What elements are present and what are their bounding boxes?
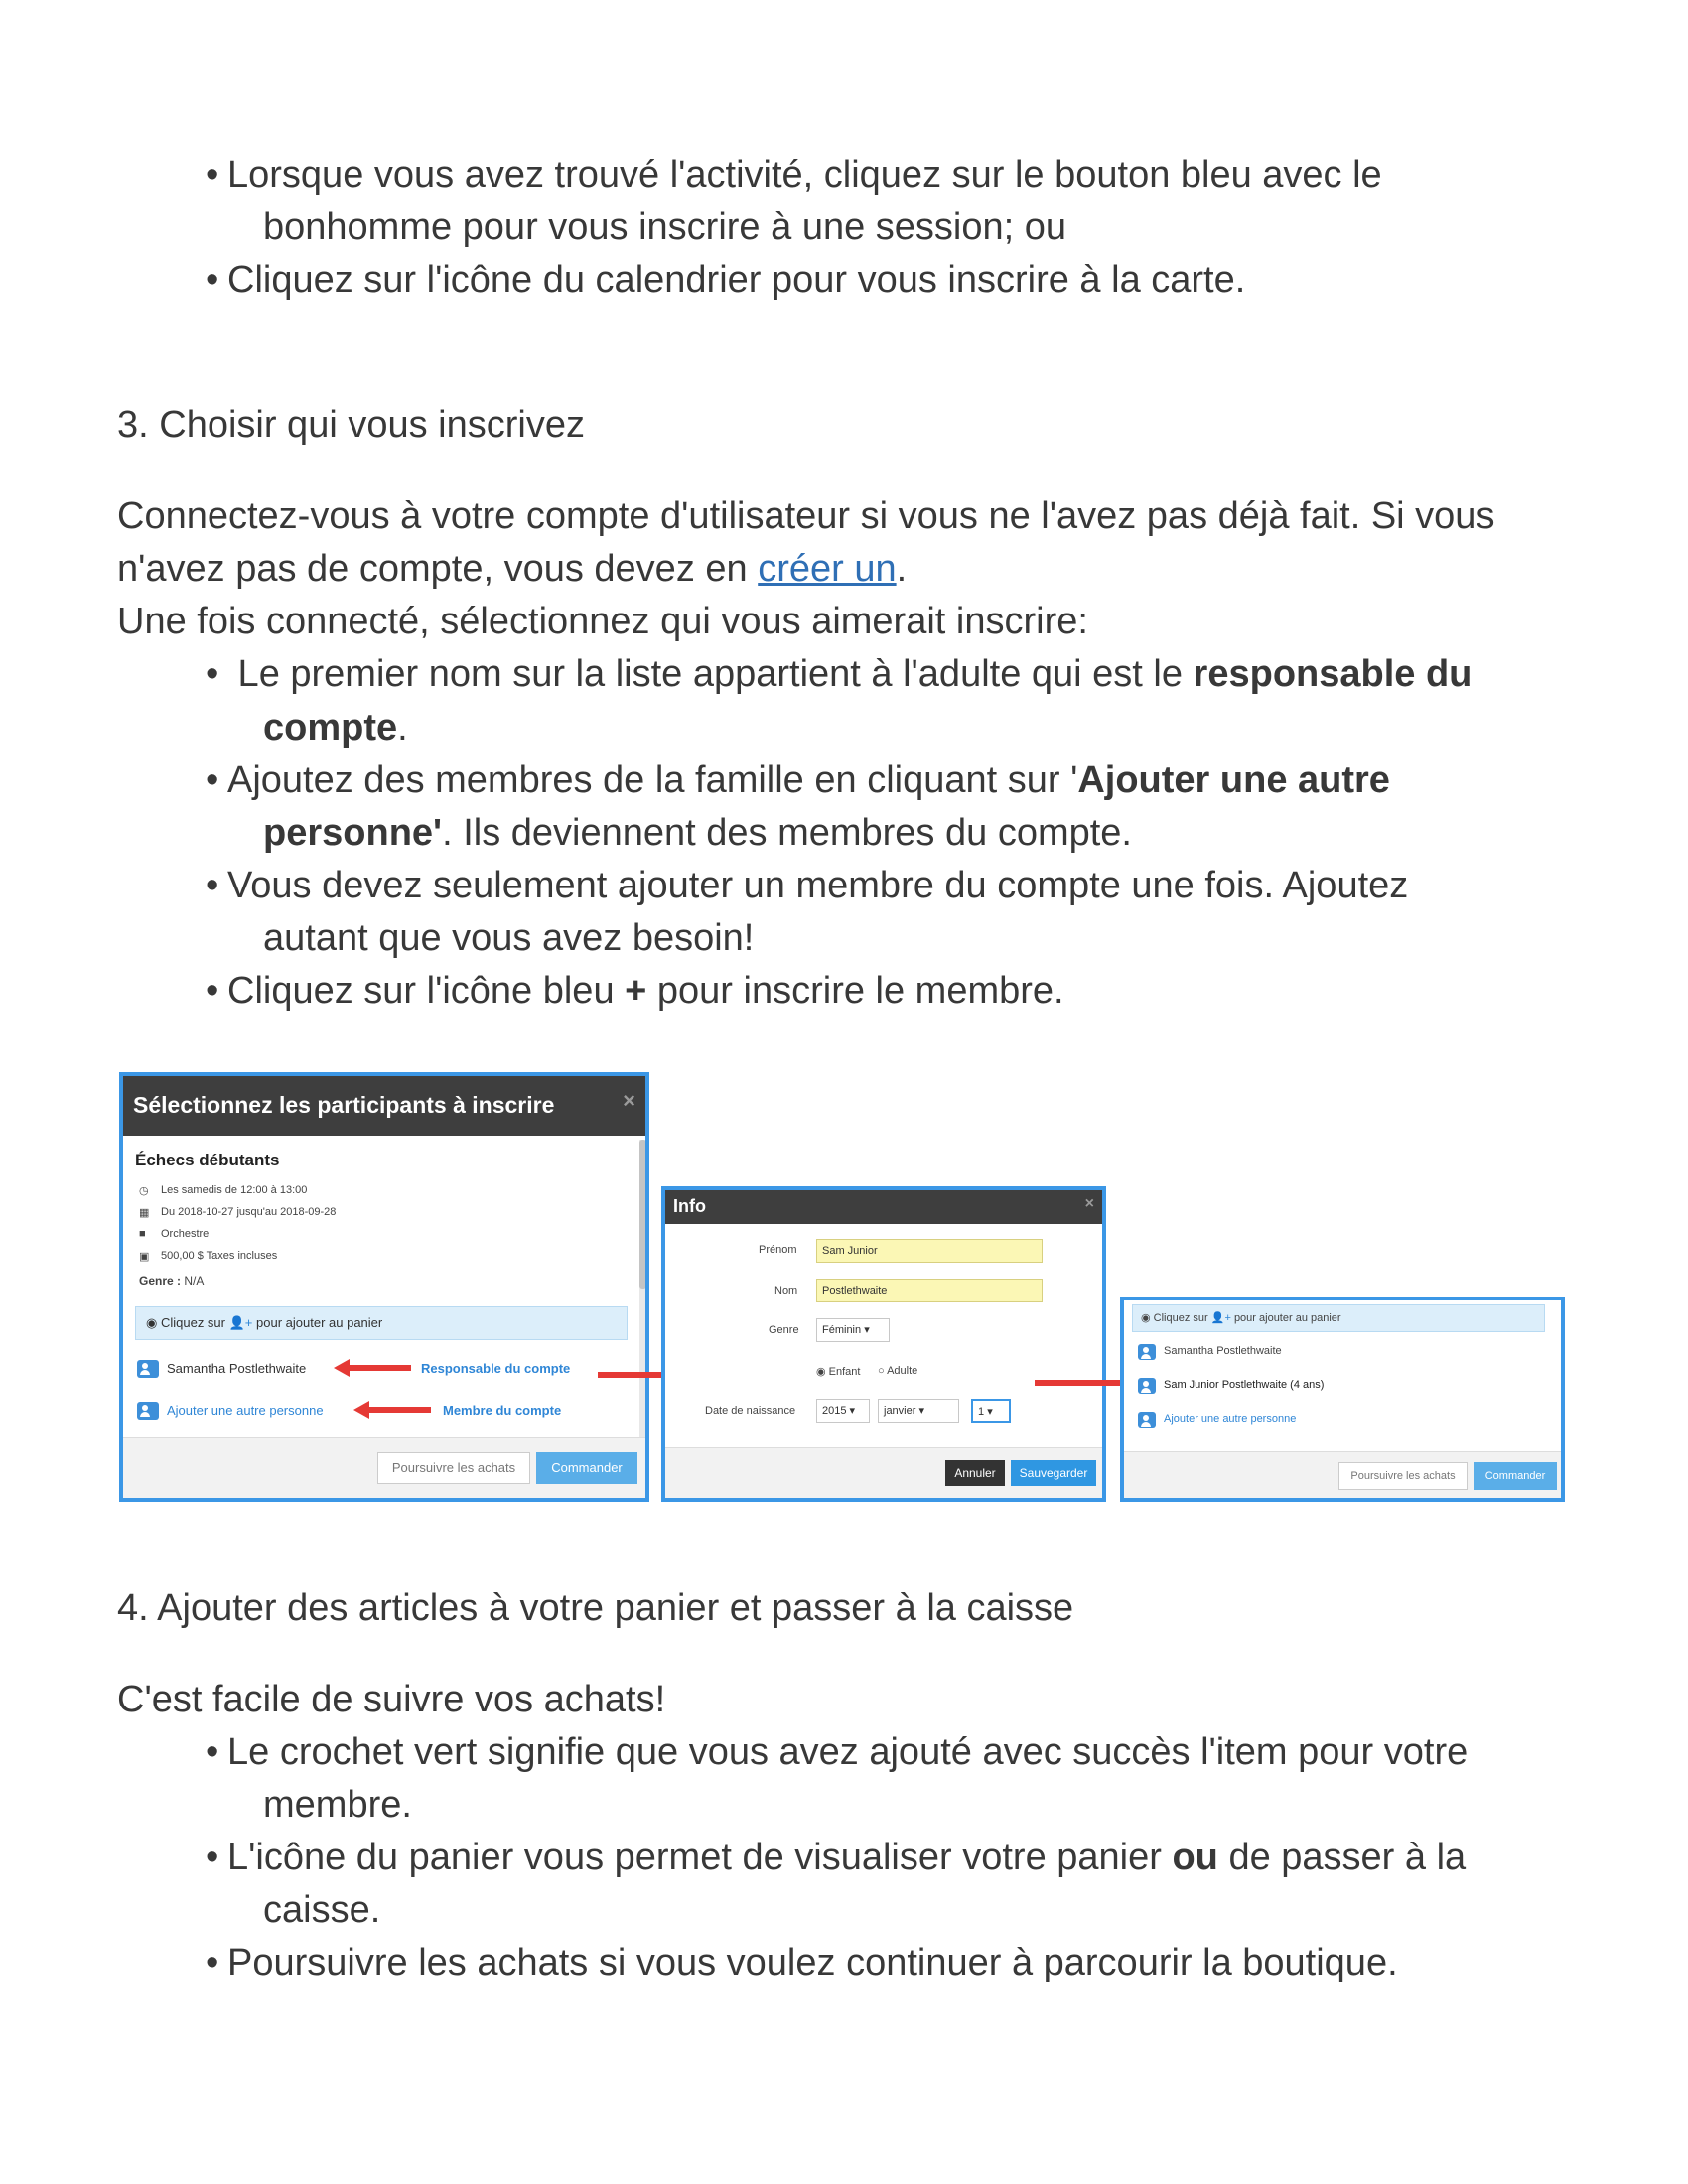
participant-name[interactable]: Samantha Postlethwaite [167,1361,307,1376]
order-button[interactable]: Commander [536,1452,637,1484]
money-icon: ▣ [139,1251,150,1263]
birth-day-select[interactable]: 1 ▾ [971,1399,1011,1423]
close-icon[interactable]: × [623,1088,635,1113]
first-name-input[interactable]: Sam Junior [816,1239,1043,1263]
select-participants-dialog [119,1072,649,1502]
activity-price: 500,00 $ Taxes incluses [161,1250,278,1262]
section-heading: 4. Ajouter des articles à votre panier et passer à la caisse [117,1587,1074,1629]
bullet-item: • Vous devez seulement ajouter un membre du compte une fois. Ajoutez [206,865,1409,906]
bullet-item: • Cliquez sur l'icône bleu + pour inscrire le membre. [206,970,1064,1012]
gender-label: Genre [769,1324,799,1336]
chevron-down-icon: ▾ [918,1405,924,1417]
paragraph-line: Connectez-vous à votre compte d'utilisateur si vous ne l'avez pas déjà fait. Si vous [117,495,1495,537]
dialog-footer [665,1447,1102,1498]
info-alert-text: ◉ Cliquez sur 👤+ pour ajouter au panier [146,1315,383,1330]
genre-row: Genre : N/A [139,1274,205,1288]
dialog-footer [1124,1451,1561,1498]
paragraph-line: C'est facile de suivre vos achats! [117,1679,666,1720]
participant-name[interactable]: Samantha Postlethwaite [1164,1345,1282,1357]
chevron-down-icon: ▾ [864,1324,870,1336]
bullet-continuation: autant que vous avez besoin! [263,917,755,959]
add-to-cart-person-icon[interactable] [1138,1378,1156,1394]
add-person-icon[interactable] [137,1402,159,1420]
last-name-input[interactable]: Postlethwaite [816,1279,1043,1302]
info-alert [1132,1304,1545,1332]
add-to-cart-person-icon[interactable] [137,1360,159,1378]
bullet-continuation: personne'. Ils deviennent des membres du compte. [263,812,1132,854]
info-alert [135,1306,628,1340]
callout-account-holder: Responsable du compte [421,1361,571,1376]
activity-dates: Du 2018-10-27 jusqu'au 2018-09-28 [161,1206,337,1218]
birth-month-select[interactable]: janvier ▾ [878,1399,959,1423]
radio-child[interactable]: ◉ Enfant [816,1366,861,1378]
create-account-link[interactable]: créer un [758,548,897,590]
bullet-continuation: compte. [263,707,408,749]
last-name-label: Nom [774,1285,798,1297]
participants-list-updated [1120,1297,1565,1502]
callout-account-member: Membre du compte [443,1403,562,1418]
order-button[interactable]: Commander [1474,1462,1557,1490]
participant-name[interactable]: Sam Junior Postlethwaite (4 ans) [1164,1379,1325,1391]
info-dialog [661,1186,1106,1502]
dialog-title: Info [673,1196,706,1216]
birth-year-select[interactable]: 2015 ▾ [816,1399,870,1423]
info-alert-text: ◉ Cliquez sur 👤+ pour ajouter au panier [1141,1312,1341,1324]
activity-place: Orchestre [161,1228,210,1240]
cancel-button[interactable]: Annuler [945,1460,1005,1486]
gender-select[interactable]: Féminin ▾ [816,1318,890,1342]
paragraph-line: n'avez pas de compte, vous devez en créer un. [117,548,908,590]
add-other-person-link[interactable]: Ajouter une autre personne [167,1403,324,1418]
bullet-item: • Le crochet vert signifie que vous avez ajouté avec succès l'item pour votre [206,1731,1469,1773]
add-person-icon: 👤+ [228,1315,253,1330]
red-arrow-icon [353,1399,433,1421]
save-button[interactable]: Sauvegarder [1011,1460,1096,1486]
red-arrow-icon [334,1357,413,1379]
dialog-footer [123,1437,645,1498]
bullet-item: • Lorsque vous avez trouvé l'activité, cliquez sur le bouton bleu avec le [206,154,1382,196]
section-heading: 3. Choisir qui vous inscrivez [117,404,585,446]
add-other-person-link[interactable]: Ajouter une autre personne [1164,1413,1297,1425]
birth-date-label: Date de naissance [705,1405,796,1417]
calendar-icon: ▦ [139,1207,150,1219]
add-person-icon: 👤+ [1210,1312,1231,1324]
chevron-down-icon: ▾ [987,1406,993,1418]
scrollbar-thumb[interactable] [639,1140,646,1289]
clock-icon: ◷ [139,1185,149,1197]
chevron-down-icon: ▾ [849,1405,856,1417]
activity-time: Les samedis de 12:00 à 13:00 [161,1184,308,1196]
bullet-continuation: bonhomme pour vous inscrire à une session; ou [263,206,1067,248]
continue-shopping-button[interactable]: Poursuivre les achats [377,1452,530,1484]
add-person-icon[interactable] [1138,1412,1156,1428]
radio-adult[interactable]: ○ Adulte [878,1365,918,1377]
add-to-cart-person-icon[interactable] [1138,1344,1156,1360]
building-icon: ■ [139,1228,146,1240]
bullet-item: • Ajoutez des membres de la famille en cliquant sur 'Ajouter une autre [206,759,1390,801]
bullet-item: • Poursuivre les achats si vous voulez continuer à parcourir la boutique. [206,1942,1398,1983]
dialog-header [123,1076,645,1136]
dialog-title: Sélectionnez les participants à inscrire [133,1092,555,1118]
bullet-continuation: membre. [263,1784,412,1826]
bullet-item: • Cliquez sur l'icône du calendrier pour vous inscrire à la carte. [206,259,1246,301]
dialog-header [665,1190,1102,1224]
activity-name: Échecs débutants [135,1151,280,1169]
paragraph-line: Une fois connecté, sélectionnez qui vous aimerait inscrire: [117,601,1088,642]
close-icon[interactable]: × [1084,1195,1094,1212]
scrollbar[interactable] [639,1140,646,1437]
bullet-item: • Le premier nom sur la liste appartient à l'adulte qui est le responsable du [206,653,1473,695]
bullet-continuation: caisse. [263,1889,381,1931]
continue-shopping-button[interactable]: Poursuivre les achats [1338,1462,1468,1490]
bullet-item: • L'icône du panier vous permet de visualiser votre panier ou de passer à la [206,1837,1467,1878]
first-name-label: Prénom [759,1244,797,1256]
